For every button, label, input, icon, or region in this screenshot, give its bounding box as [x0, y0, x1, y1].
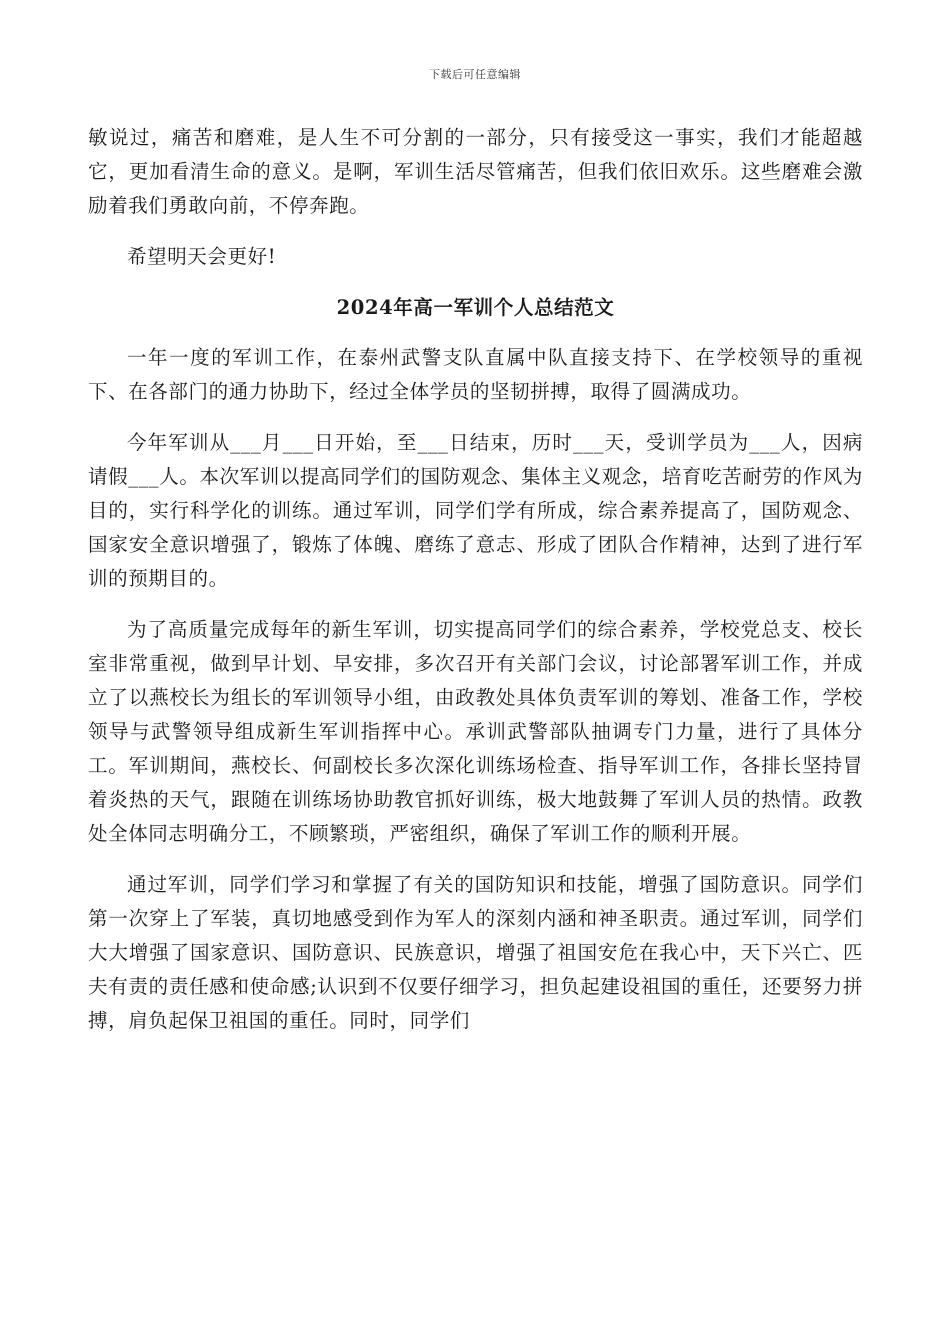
document-title: 2024年高一军训个人总结范文: [336, 296, 615, 319]
paragraph-schedule: 今年军训从___月___日开始，至___日结束，历时___天，受训学员为___人，因病请假___人。本次军训以提高同学们的国防观念、集体主义观念，培育吃苦耐劳的作风为目的，实行科学化的训练。通过军训，同学们学有所成，综合素养提高了，国防观念、国家安全意识增强了，锻炼了体魄、磨练了意志、形成了团队合作精神，达到了进行军训的预期目的。: [88, 431, 863, 590]
paragraph-organization: 为了高质量完成每年的新生军训，切实提高同学们的综合素养，学校党总支、校长室非常重视，做到早计划、早安排，多次召开有关部门会议，讨论部署军训工作，并成立了以燕校长为组长的军训领导小组，由政教处具体负责军训的筹划、准备工作，学校领导与武警领导组成新生军训指挥中心。承训武警部队抽调专门力量，进行了具体分工。军训期间，燕校长、何副校长多次深化训练场检查、指导军训工作，各排长坚持冒着炎热的天气，跟随在训练场协助教官抓好训练，极大地鼓舞了军训人员的热情。政教处全体同志明确分工，不顾繁琐，严密组织，确保了军训工作的顺利开展。: [88, 618, 863, 845]
page-header: 下载后可任意编辑: [429, 68, 521, 81]
paragraph-outcomes: 通过军训，同学们学习和掌握了有关的国防知识和技能，增强了国防意识。同学们第一次穿上了军装，真切地感受到作为军人的深刻内涵和神圣职责。通过军训，同学们大大增强了国家意识、国防意识、民族意识，增强了祖国安危在我心中，天下兴亡、匹夫有责的责任感和使命感;认识到不仅要仔细学习，担负起建设祖国的重任，还要努力拼搏，肩负起保卫祖国的重任。同时，同学们: [88, 873, 863, 1032]
paragraph-intro: 一年一度的军训工作，在泰州武警支队直属中队直接支持下、在学校领导的重视下、在各部门的通力协助下，经过全体学员的坚韧拼搏，取得了圆满成功。: [88, 346, 863, 403]
document-body: [88, 121, 863, 1055]
paragraph-continued: 敏说过，痛苦和磨难，是人生不可分割的一部分，只有接受这一事实，我们才能超越它，更加看清生命的意义。是啊，军训生活尽管痛苦，但我们依旧欢乐。这些磨难会激励着我们勇敢向前，不停奔跑。: [88, 126, 863, 217]
paragraph-closing-wish: 希望明天会更好!: [127, 245, 277, 268]
